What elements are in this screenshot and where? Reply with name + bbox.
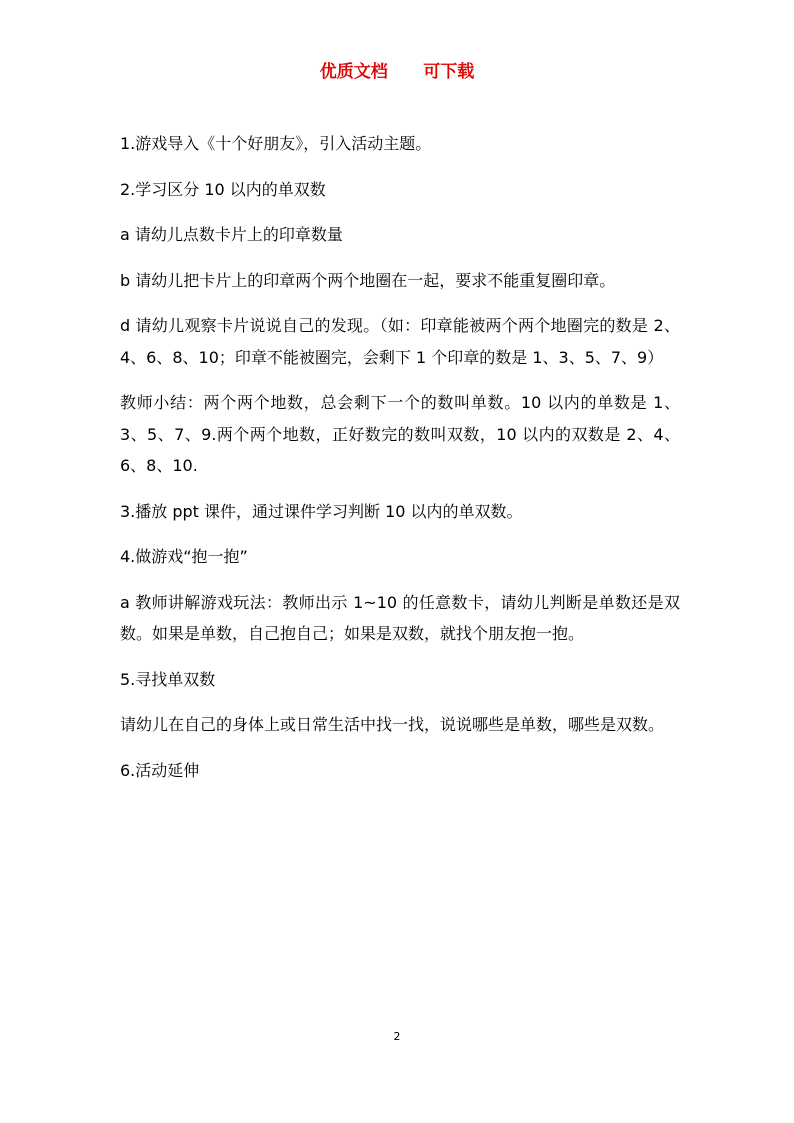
- paragraph: a 教师讲解游戏玩法：教师出示 1~10 的任意数卡，请幼儿判断是单数还是双数。如果是单数，自己抱自己；如果是双数，就找个朋友抱一抱。: [120, 592, 680, 643]
- paragraph: a 请幼儿点数卡片上的印章数量: [120, 225, 343, 244]
- document-body: [120, 128, 680, 800]
- page-number: 2: [393, 1030, 401, 1043]
- paragraph: 教师小结：两个两个地数，总会剩下一个的数叫单数。10 以内的单数是 1、3、5、7、9.两个两个地数，正好数完的数叫双数，10 以内的双数是 2、4、6、8、10.: [120, 393, 680, 475]
- paragraph: d 请幼儿观察卡片说说自己的发现。（如：印章能被两个两个地圈完的数是 2、4、6、8、10；印章不能被圈完，会剩下 1 个印章的数是 1、3、5、7、9）: [120, 316, 680, 367]
- paragraph: 3.播放 ppt 课件，通过课件学习判断 10 以内的单双数。: [120, 501, 523, 521]
- paragraph: 4.做游戏“抱一抱”: [120, 547, 248, 566]
- paragraph: 1.游戏导入《十个好朋友》，引入活动主题。: [120, 134, 432, 153]
- paragraph: 请幼儿在自己的身体上或日常生活中找一找，说说哪些是单数，哪些是双数。: [120, 715, 665, 734]
- paragraph: 2.学习区分 10 以内的单双数: [120, 179, 326, 199]
- paragraph: 5.寻找单双数: [120, 669, 216, 689]
- paragraph: b 请幼儿把卡片上的印章两个两个地圈在一起，要求不能重复圈印章。: [120, 270, 616, 290]
- paragraph: 6.活动延伸: [120, 760, 200, 780]
- page-header-title: 优质文档 可下载: [319, 62, 475, 82]
